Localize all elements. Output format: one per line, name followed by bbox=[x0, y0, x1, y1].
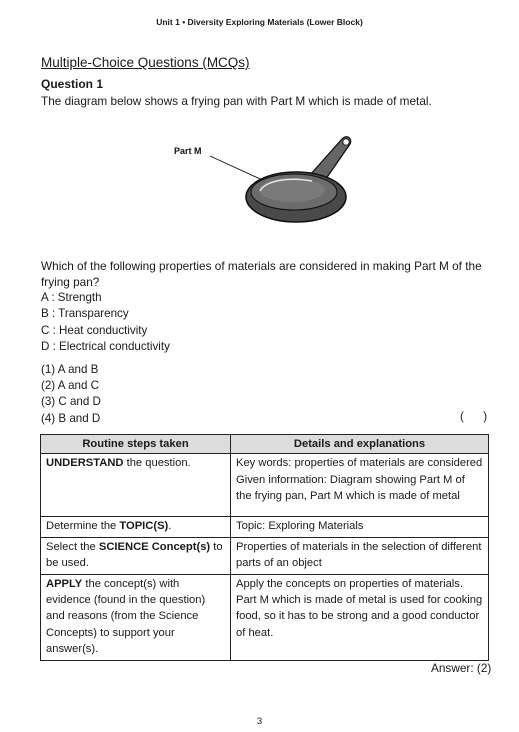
detail-line: Topic: Exploring Materials bbox=[236, 520, 364, 533]
property-list bbox=[41, 290, 170, 355]
step-keyword: APPLY bbox=[46, 577, 83, 590]
step-text: the concept(s) with evidence (found in the question) and reasons (from the Science Concepts) to support your answer(s). bbox=[46, 577, 206, 656]
detail-line: Apply the concepts on properties of materials. Part M which is made of metal is used for cooking food, so it has to be strong and a good conductor of heat. bbox=[236, 577, 483, 639]
detail-line: Given information: Diagram showing Part M of the frying pan, Part M which is made of metal bbox=[236, 473, 465, 503]
frying-pan-icon bbox=[246, 137, 351, 222]
table-row bbox=[41, 574, 489, 660]
step-cell bbox=[41, 517, 231, 537]
question-stem: The diagram below shows a frying pan with Part M which is made of metal. bbox=[41, 94, 432, 108]
table-row bbox=[41, 454, 489, 517]
table-row bbox=[41, 517, 489, 537]
details-cell bbox=[231, 574, 489, 660]
answer-text: Answer: (2) bbox=[431, 661, 492, 675]
step-text: . bbox=[168, 520, 172, 533]
running-head: Unit 1 • Diversity Exploring Materials (Lower Block) bbox=[156, 17, 363, 27]
answer-choice[interactable]: (3) C and D bbox=[41, 395, 101, 409]
details-cell bbox=[231, 517, 489, 537]
table-row bbox=[41, 537, 489, 574]
routine-steps-table bbox=[40, 434, 489, 661]
property-item: C : Heat conductivity bbox=[41, 323, 148, 337]
part-m-label: Part M bbox=[174, 146, 202, 156]
step-keyword: TOPIC(S) bbox=[119, 520, 169, 533]
property-item: A : Strength bbox=[41, 291, 102, 304]
answer-choice[interactable]: (4) B and D bbox=[41, 411, 101, 425]
table-header-steps: Routine steps taken bbox=[41, 435, 231, 454]
detail-line: Properties of materials in the selection of different parts of an object bbox=[236, 540, 482, 570]
step-text: the question. bbox=[123, 457, 191, 470]
section-heading: Multiple-Choice Questions (MCQs) bbox=[41, 55, 250, 70]
step-text: to be used. bbox=[46, 540, 223, 570]
table-header-details: Details and explanations bbox=[231, 435, 489, 454]
step-cell bbox=[41, 454, 231, 517]
property-item: D : Electrical conductivity bbox=[41, 339, 170, 353]
question-number: Question 1 bbox=[41, 77, 104, 91]
question-prompt: Which of the following properties of materials are considered in making Part M of the frying pan? bbox=[41, 259, 482, 289]
details-cell bbox=[231, 537, 489, 574]
step-text: Determine the bbox=[46, 520, 120, 533]
answer-choice[interactable]: (1) A and B bbox=[41, 363, 99, 376]
step-keyword: SCIENCE Concept(s) bbox=[98, 540, 211, 553]
answer-choice[interactable]: (2) A and C bbox=[41, 379, 100, 393]
step-text: Select the bbox=[46, 540, 99, 553]
step-cell bbox=[41, 537, 231, 574]
frying-pan-illustration bbox=[160, 125, 380, 230]
page-number: 3 bbox=[256, 716, 263, 727]
step-cell bbox=[41, 574, 231, 660]
step-keyword: UNDERSTAND bbox=[46, 457, 124, 470]
details-cell bbox=[231, 454, 489, 517]
property-item: B : Transparency bbox=[41, 307, 129, 321]
detail-line: Key words: properties of materials are considered bbox=[236, 457, 483, 470]
answer-choices bbox=[41, 362, 101, 427]
answer-bracket[interactable]: ( ) bbox=[460, 410, 488, 423]
